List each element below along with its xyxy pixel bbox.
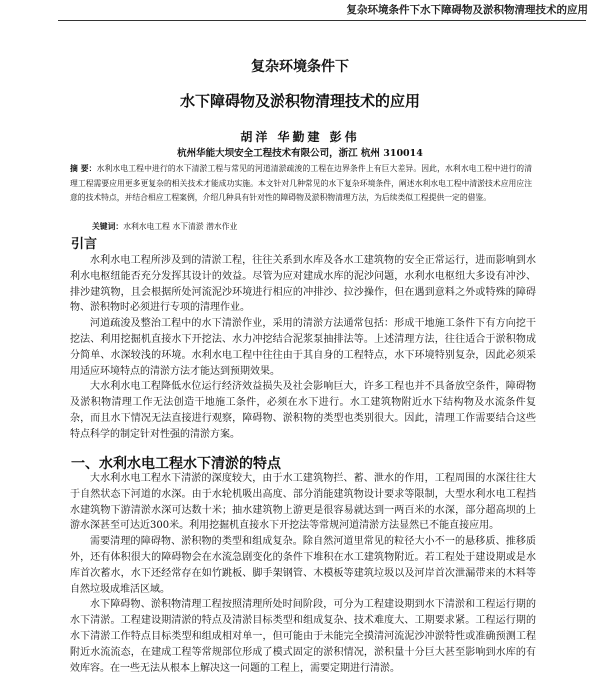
- abstract-label: 摘 要：: [70, 164, 97, 173]
- title-line-1: 复杂环境条件下: [251, 59, 349, 75]
- paragraph: 大水利水电工程水下清淤的深度较大，由于水工建筑物拦、蓄、泄水的作用，工程周围的水深往往大于自然状态下河道的水深。由于水轮机吸出高度、部分消能建筑物设计要求等限制，大型水利水电工程挡水建筑物下游清淤水深可达数十米；抽水建筑物上游更是很容易就达到一两百米的水深，部分超高坝的上游水深甚至可达近300米。利用挖掘机直接水下开挖法等常规河道清淤方法显然已不能直接应用。: [70, 473, 536, 532]
- paragraph: 需要清理的障碍物、淤积物的类型和组成复杂。除自然河道里常见的粒径大小不一的悬移质、推移质外，还有体积很大的障碍物会在水流急剧变化的条件下堆积在水工建筑物附近。若工程处于建设期或是水库首次蓄水，水下还经常存在如竹跳板、脚手架钢管、木模板等建筑垃圾以及河岸首次泄漏带来的木料等自然垃圾成堆活区域。: [70, 536, 536, 595]
- affiliation: 杭州华能大坝安全工程技术有限公司，浙江 杭州 310014: [177, 148, 423, 159]
- keywords: [92, 221, 532, 232]
- running-header: 复杂环境条件下水下障碍物及淤积物清理技术的应用: [346, 4, 588, 16]
- paragraph: 河道疏浚及整治工程中的水下清淤作业，采用的清淤方法通常包括：形成干地施工条件下有方向挖干挖法、利用挖掘机直接水下开挖法、水力冲挖结合泥浆泵抽排法等。上述清理方法，往往适合于淤积物成分简单、水深较浅的环境。水利水电工程中往往由于其自身的工程特点，水下环境特别复杂，因此必须采用适应环境特点的清淤方法才能达到预期效果。: [70, 318, 536, 377]
- keywords-text: 水利水电工程 水下清淤 潜水作业: [123, 222, 238, 231]
- authors: 胡洋 华勤建 彭伟: [240, 130, 360, 144]
- section-1-body: [70, 471, 536, 676]
- paragraph: 水利水电工程所涉及到的清淤工程，往往关系到水库及各水工建筑物的安全正常运行，进而影响到水利水电枢纽能否充分发挥其设计的效益。尽管为应对建成水库的泥沙问题，水利水电枢纽大多设有冲沙、排沙建筑物，且会根据所处河流泥沙环境进行相应的冲排沙、拉沙操作，但在遇到意料之外或特殊的障碍物、淤积物时必须进行专项的清理作业。: [70, 255, 536, 314]
- paragraph: 大水利水电工程降低水位运行经济效益损失及社会影响巨大，许多工程也并不具备放空条件，障碍物及淤积物清理工作无法创造干地施工条件，必须在水下进行。水工建筑物附近水下结构物及水流条件复杂，而且水下情况无法直接进行观察，障碍物、淤积物的类型也类别很大。因此，清理工作需要结合这些特点科学的制定针对性强的清淤方案。: [70, 381, 536, 440]
- abstract: [70, 162, 532, 206]
- paragraph: 水下障碍物、淤积物清理工程按照清理所处时间阶段，可分为工程建设期到水下清淤和工程运行期的水下清淤。工程建设期清淤的特点及清淤目标类型和组成复杂、技术难度大、工期要求紧。工程运行期的水下清淤工作特点目标类型和组成相对单一，但可能由于未能完全摸清河流泥沙冲淤特性或准确预测工程附近水流流态，在建成工程等常规部位形成了模式固定的淤积情况，淤积量十分巨大甚至影响到水库的有效库容。在一些无法从根本上解决这一问题的工程上，需要定期进行清淤。: [70, 599, 536, 674]
- title-line-2: 水下障碍物及淤积物清理技术的应用: [179, 92, 420, 110]
- keywords-label: 关键词：: [92, 222, 124, 231]
- header-rule: [58, 20, 586, 21]
- abstract-text: 水利水电工程中进行的水下清淤工程与常见的河道清淤疏浚的工程在边界条件上有巨大差异。因此，水利水电工程中进行的清理工程需要应用更多更复杂的相关技术才能成功实施。本文针对几种常见的水下复杂环境条件，阐述水利水电工程中清淤技术应用应注意的技术特点，并结合相应工程案例，介绍几种具有针对性的障碍物及淤积物清理方法，为后续类似工程提供一定的借鉴。: [70, 164, 532, 203]
- section-heading-1: 一、水利水电工程水下清淤的特点: [71, 456, 281, 472]
- section-heading-introduction: 引言: [71, 237, 98, 252]
- introduction-body: [70, 253, 536, 443]
